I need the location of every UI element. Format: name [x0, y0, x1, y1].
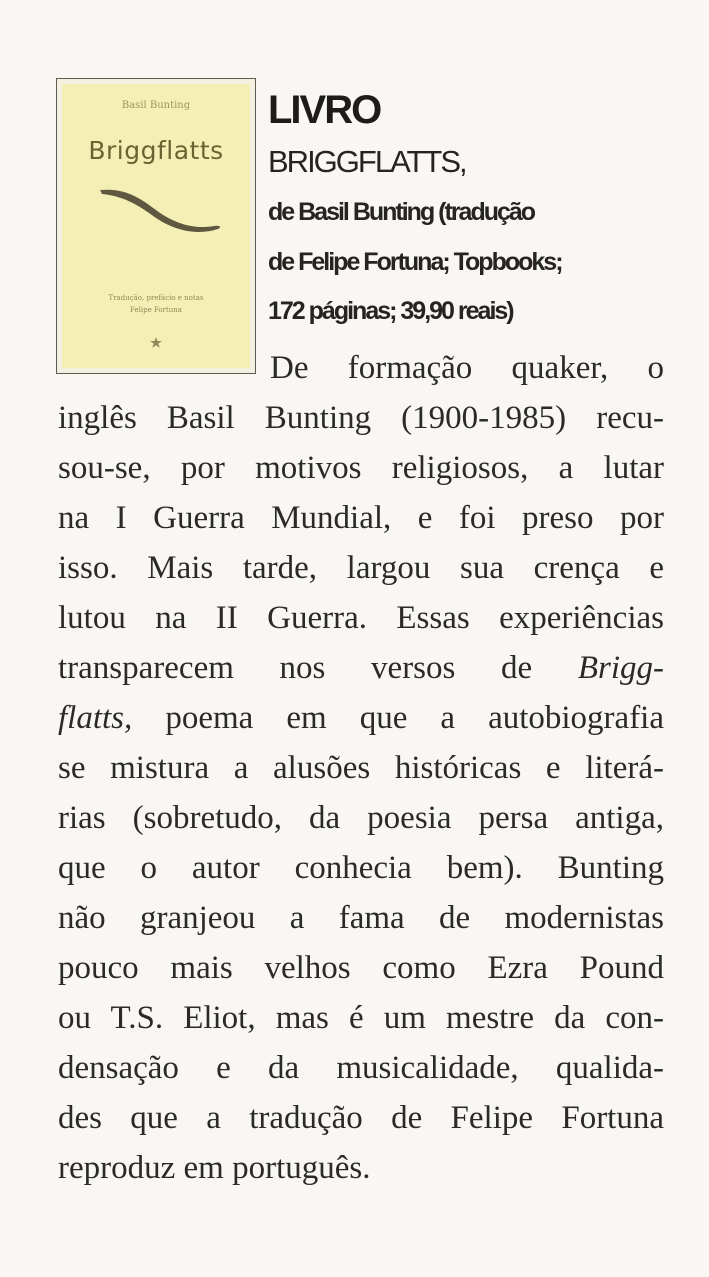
body-line: ou T.S. Eliot, mas é um mestre da con-	[58, 1000, 664, 1036]
publisher-logo-icon	[147, 336, 165, 350]
book-title-italic: flatts,	[58, 700, 133, 736]
body-line: reproduz em português.	[58, 1150, 371, 1186]
bleed-through-text	[130, 0, 670, 14]
body-line	[58, 696, 664, 740]
body-line: na I Guerra Mundial, e foi preso por	[58, 500, 664, 536]
cover-translator: Felipe Fortuna	[130, 306, 182, 314]
body-line: que o autor conhecia bem). Bunting	[58, 850, 664, 886]
book-cover-image	[56, 78, 256, 374]
body-line: lutou na II Guerra. Essas experiências	[58, 600, 664, 636]
book-title: BRIGGFLATTS,	[268, 144, 466, 179]
section-label: LIVRO	[268, 88, 381, 132]
body-line: densação e da musicalidade, qualida-	[58, 1050, 664, 1086]
body-line	[58, 646, 664, 690]
cover-author: Basil Bunting	[121, 100, 191, 111]
body-line: De formação quaker, o	[270, 350, 664, 386]
book-meta-line: de Basil Bunting (tradução	[268, 198, 535, 226]
book-title-italic: Brigg-	[577, 650, 664, 686]
cover-credit: Tradução, prefácio e notas	[108, 294, 204, 302]
body-line: sou-se, por motivos religiosos, a lutar	[58, 450, 664, 486]
book-cover	[62, 84, 250, 368]
body-line: des que a tradução de Felipe Fortuna	[58, 1100, 664, 1136]
book-meta-line: 172 páginas; 39,90 reais)	[268, 297, 513, 325]
body-line: inglês Basil Bunting (1900-1985) recu-	[58, 400, 664, 436]
cover-title: Briggflatts	[88, 136, 224, 165]
body-line: rias (sobretudo, da poesia persa antiga,	[58, 800, 664, 836]
body-line: isso. Mais tarde, largou sua crença e	[58, 550, 664, 586]
body-line: pouco mais velhos como Ezra Pound	[58, 950, 664, 986]
body-text: transparecem nos versos de	[58, 650, 578, 686]
body-line: não granjeou a fama de modernistas	[58, 900, 664, 936]
body-line: se mistura a alusões históricas e literá-	[58, 750, 664, 786]
book-meta-line: de Felipe Fortuna; Topbooks;	[268, 248, 562, 276]
worm-illustration-icon	[96, 184, 226, 244]
body-text: poema em que a autobiografia	[132, 700, 664, 736]
